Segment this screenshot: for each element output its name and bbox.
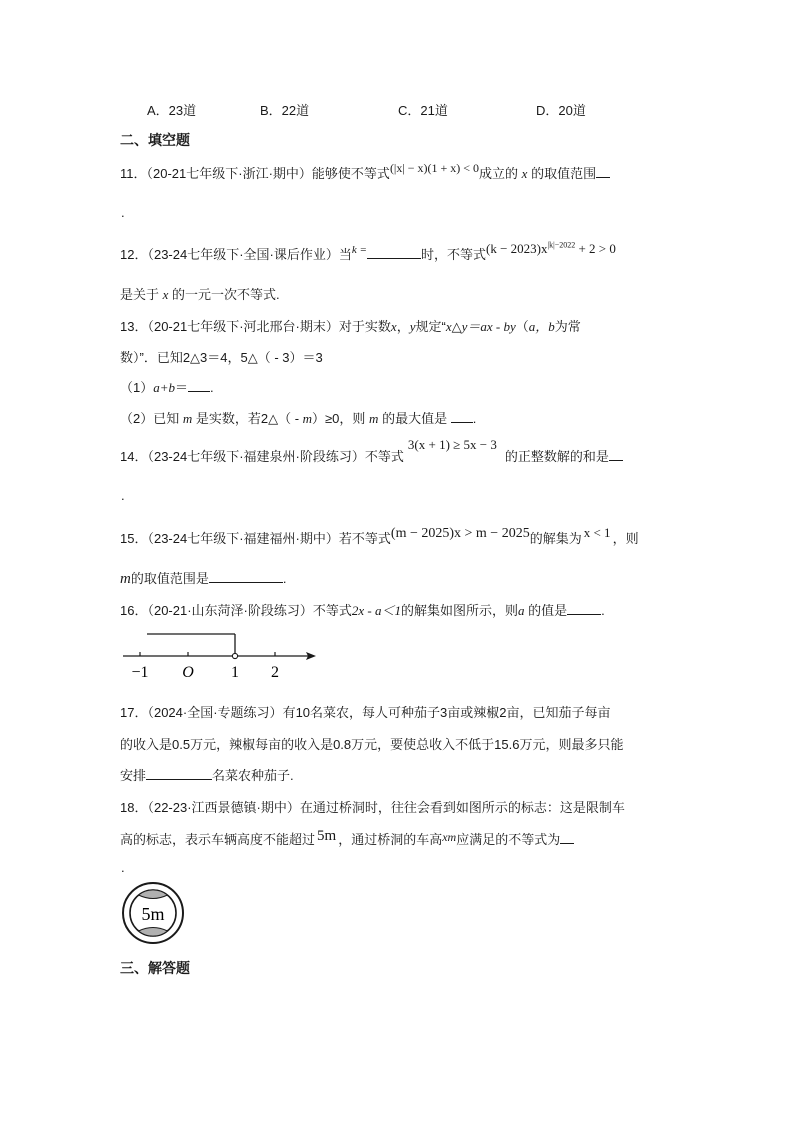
q12-formula-k: k = (351, 244, 367, 256)
number-line-figure (120, 628, 330, 684)
section-3-title: 三、解答题 (120, 960, 190, 976)
question-source: （20-21七年级下·浙江·期中） (146, 166, 312, 181)
q18-answer-blank[interactable] (560, 831, 574, 844)
q16-text-b: 的解集如图所示，则 (401, 603, 519, 618)
q13-var-m3: m (369, 411, 379, 426)
question-number: 11． (120, 166, 147, 181)
q15-text-c: ，则 (612, 531, 639, 546)
q15-text-a: 若不等式 (338, 531, 391, 546)
question-number: 15． (120, 531, 148, 546)
q12-line-2 (120, 284, 280, 303)
q18-var-xm: xm (442, 830, 457, 844)
q11-text-c: 的取值范围 (531, 166, 597, 181)
question-12 (120, 240, 616, 263)
q13-line-2: 数）”．已知2△3＝4，5△（ - 3）＝3 (120, 350, 323, 365)
q15-solution: x < 1 (583, 525, 611, 540)
q17-line-3 (120, 765, 294, 784)
q12-formula (486, 241, 616, 256)
q16-var-a: a (518, 603, 525, 618)
tick-label: 1 (231, 664, 239, 681)
q11-var-x: x (521, 166, 528, 181)
q13-var-m2: m (302, 411, 313, 426)
sign-text: 5m (141, 904, 165, 924)
q15-answer-blank[interactable] (209, 570, 283, 583)
q18-line-1: 在通过桥洞时，往往会看到如图所示的标志：这是限制车 (299, 800, 625, 815)
q13-sub2-a: （2）已知 (120, 411, 180, 426)
q13-sub1-eq: ＝ (175, 380, 189, 395)
q15-line2-b: 的取值范围是 (130, 571, 209, 586)
q12-text-a: 当 (338, 247, 352, 262)
q12-text-b: 时，不等式 (420, 247, 486, 262)
q18-line2-a: 高的标志，表示车辆高度不能超过 (120, 832, 316, 847)
open-circle-point (232, 653, 237, 658)
q10-option-d: D．20道 (536, 103, 586, 118)
q12-answer-blank[interactable] (367, 246, 421, 259)
q13-definition: x△y＝ax - by (445, 319, 516, 334)
q13-sub2-blank[interactable] (451, 410, 473, 423)
q13-sub2-d: 的最大值是 (382, 411, 448, 426)
question-source: （20-21七年级下·河北邢台·期末） (147, 319, 339, 334)
q14-answer-blank[interactable] (609, 448, 623, 461)
q13-text-d: 为常 (554, 319, 581, 334)
q18-line-2 (120, 829, 574, 849)
q17-line-1: 有10名菜农，每人可种茄子3亩或辣椒2亩，已知茄子每亩 (282, 705, 611, 720)
question-number: 16． (120, 603, 148, 618)
height-limit-sign (120, 880, 186, 946)
q13-sub2-b: 是实数，若2△（ - (195, 411, 303, 426)
question-number: 14． (120, 449, 148, 464)
q10-option-b: B．22道 (260, 103, 310, 118)
q17-line3-a: 安排 (120, 768, 147, 783)
q13-sub1-label: （1） (120, 380, 154, 395)
q13-var-m: m (182, 411, 193, 426)
q11-text-b: 成立的 (479, 166, 519, 181)
q10-option-c: C．21道 (398, 103, 448, 118)
q13-text-a: 对于实数 (338, 319, 391, 334)
q12-var-x: x (162, 287, 169, 302)
q15-formula: (m − 2025)x > m − 2025 (390, 526, 530, 541)
q10-option-a: A．23道 (147, 103, 197, 118)
question-source: （20-21·山东菏泽·阶段练习） (147, 603, 313, 618)
question-number: 17． (120, 705, 148, 720)
section-2-title: 二、填空题 (120, 132, 190, 148)
question-number: 18． (120, 800, 148, 815)
origin-label: O (182, 664, 194, 681)
q13-var-y: y (409, 319, 416, 334)
tick-label: −1 (131, 664, 149, 681)
q13-comma: ， (396, 319, 410, 334)
q13-sub2-end: . (472, 411, 477, 426)
q13-sub-1 (120, 377, 214, 396)
q17-line3-b: 名菜农种茄子. (212, 768, 294, 783)
q13-sub1-expr: a+b (153, 380, 176, 395)
q13-text-c: （ (515, 319, 529, 334)
question-source: （22-23·江西景德镇·期中） (147, 800, 300, 815)
q18-line2-c: 应满足的不等式为 (456, 832, 561, 847)
q15-line2-end: . (282, 571, 287, 586)
q16-text-c: 的值是 (528, 603, 568, 618)
q17-answer-blank[interactable] (146, 767, 212, 780)
q14-formula: 3(x + 1) ≥ 5x − 3 (407, 437, 497, 452)
q12-line2-a: 是关于 (120, 287, 160, 302)
question-16 (120, 600, 605, 619)
q13-sub2-c: ）≥0，则 (312, 411, 366, 426)
q12-formula-exponent: |k|−2022 (547, 240, 576, 250)
question-14 (120, 437, 623, 465)
q13-sub-2 (120, 408, 476, 427)
question-number: 13． (120, 319, 148, 334)
q14-text-a: 不等式 (364, 449, 404, 464)
question-source: （23-24七年级下·福建福州·期中） (147, 531, 339, 546)
q13-var-x: x (390, 319, 397, 334)
q15-line-2 (120, 568, 286, 588)
q11-text: 能够使不等式 (311, 166, 390, 181)
q16-formula: 2x - a＜1 (351, 603, 402, 618)
question-11 (120, 163, 610, 182)
q12-line2-b: 的一元一次不等式. (172, 287, 280, 302)
question-source: （2024·全国·专题练习） (147, 705, 283, 720)
question-17 (120, 702, 610, 721)
q16-end: . (601, 603, 605, 618)
q18-line2-b: ，通过桥洞的车高 (338, 832, 443, 847)
q18-value-5m: 5m (317, 828, 337, 844)
question-18 (120, 797, 625, 816)
q14-end-period: . (121, 488, 125, 503)
q15-text-b: 的解集为 (529, 531, 582, 546)
q13-sub1-blank[interactable] (188, 379, 210, 392)
q17-line-2: 的收入是0.5万元，辣椒每亩的收入是0.8万元，要使总收入不低于15.6万元，则最多只能 (120, 737, 624, 752)
tick-label: 2 (271, 664, 279, 681)
question-15 (120, 525, 639, 548)
q13-vars-ab: a，b (528, 319, 555, 334)
q13-text-b: 规定“ (415, 319, 446, 334)
question-source: （23-24七年级下·全国·课后作业） (147, 247, 339, 262)
q11-end-period: . (121, 205, 125, 220)
question-13 (120, 316, 581, 335)
q18-end-period: . (121, 860, 125, 875)
question-source: （23-24七年级下·福建泉州·阶段练习） (147, 449, 365, 464)
q15-var-m: m (120, 571, 131, 587)
q16-text-a: 不等式 (312, 603, 352, 618)
q11-formula: (|x| − x)(1 + x) < 0 (389, 161, 480, 175)
q14-text-b: 的正整数解的和是 (504, 449, 609, 464)
q12-formula-main: (k − 2023)x (485, 241, 548, 256)
q12-formula-tail: + 2 > 0 (578, 241, 616, 256)
q11-answer-blank[interactable] (596, 165, 610, 178)
q16-answer-blank[interactable] (567, 602, 601, 615)
q13-sub1-end: . (210, 380, 214, 395)
question-number: 12． (120, 247, 148, 262)
